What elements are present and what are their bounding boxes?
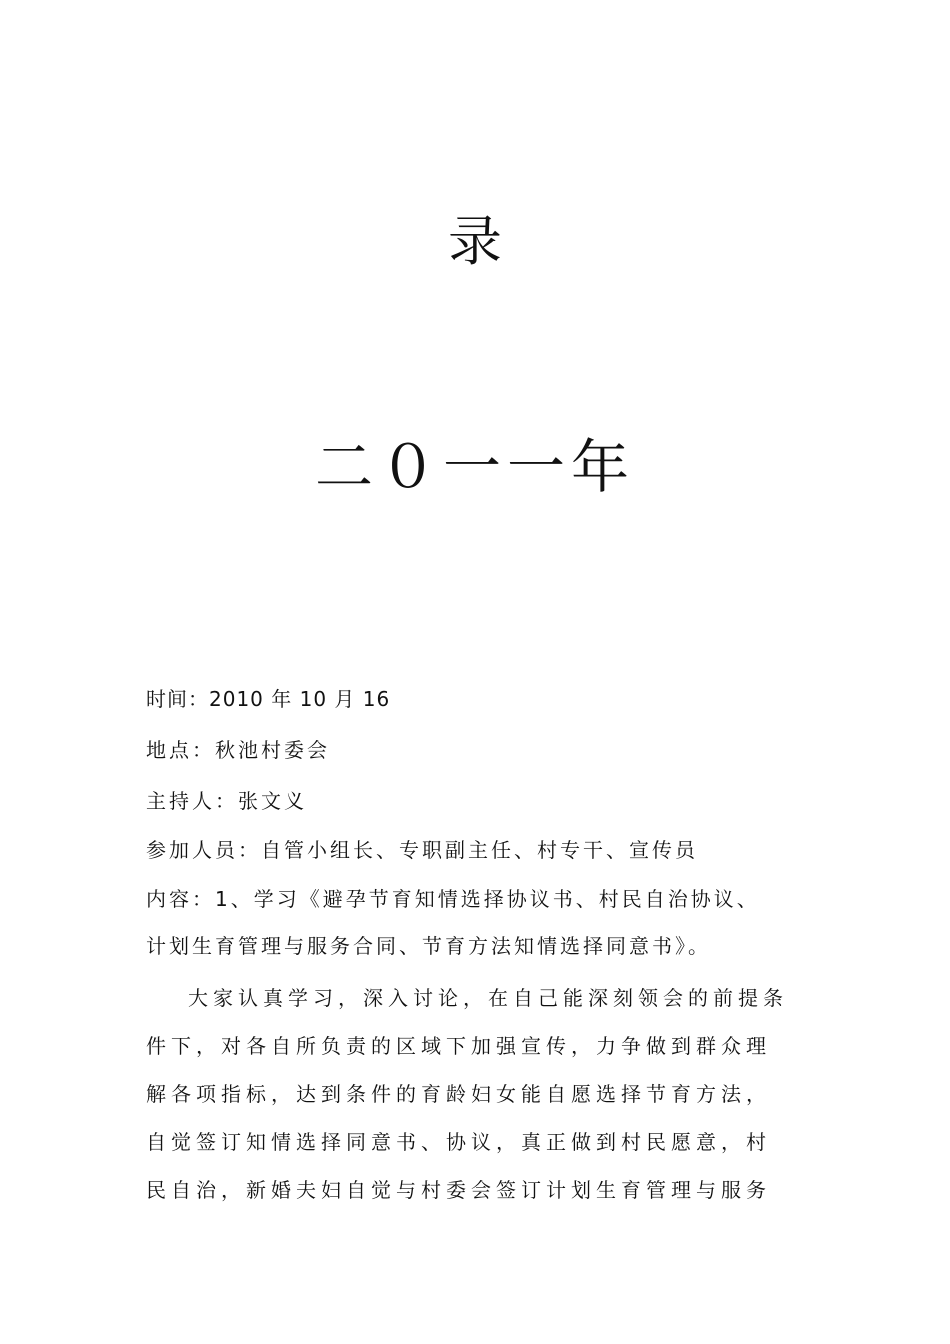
meeting-place-row (146, 735, 846, 765)
meeting-content-value: 1、学习《避孕节育知情选择协议书、村民自治协议、 (215, 887, 760, 911)
meeting-attendees-label: 参加人员： (146, 838, 261, 862)
paragraph-line: 大家认真学习，深入讨论，在自己能深刻领会的前提条 (188, 986, 788, 1010)
meeting-time-label: 时间： (146, 687, 209, 711)
meeting-attendees-row (146, 835, 846, 865)
meeting-host-value: 张文义 (238, 789, 307, 813)
paragraph-line: 解各项指标，达到条件的育龄妇女能自愿选择节育方法， (146, 1082, 771, 1106)
meeting-place-value: 秋池村委会 (215, 738, 330, 762)
meeting-host-row (146, 786, 846, 816)
cover-title-char: 录 (448, 210, 502, 273)
discussion-paragraph (146, 983, 816, 1223)
meeting-content-continued: 计划生育管理与服务合同、节育方法知情选择同意书》。 (146, 934, 711, 958)
paragraph-line: 件下，对各自所负责的区域下加强宣传，力争做到群众理 (146, 1034, 771, 1058)
meeting-time-row (146, 684, 846, 714)
paragraph-line: 民自治，新婚夫妇自觉与村委会签订计划生育管理与服务 (146, 1178, 771, 1202)
meeting-content-label: 内容： (146, 887, 215, 911)
meeting-time-value: 2010 年 10 月 16 (209, 687, 391, 711)
paragraph-line: 自觉签订知情选择同意书、协议，真正做到村民愿意，村 (146, 1130, 771, 1154)
meeting-host-label: 主持人： (146, 789, 238, 813)
meeting-attendees-value: 自管小组长、专职副主任、村专干、宣传员 (261, 838, 698, 862)
cover-year: 二０一一年 (314, 433, 635, 501)
meeting-content-row (146, 884, 846, 914)
meeting-place-label: 地点： (146, 738, 215, 762)
